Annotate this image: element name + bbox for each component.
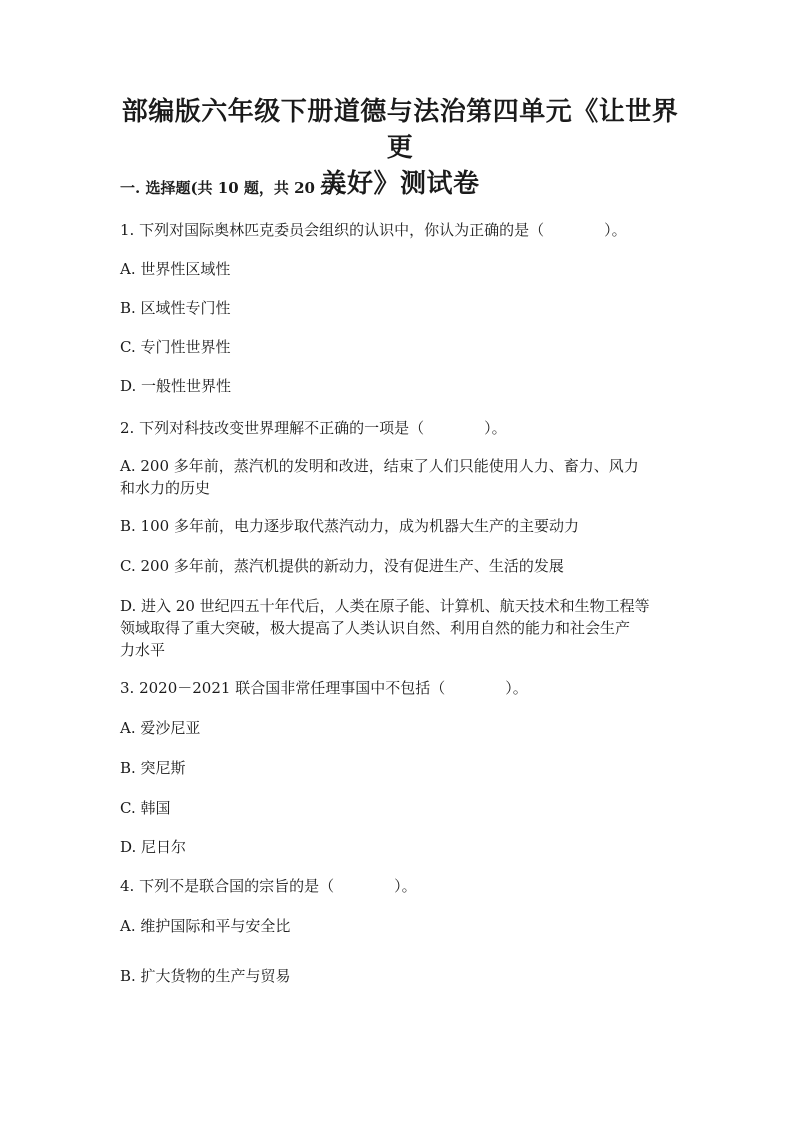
question-4-stem: 4. 下列不是联合国的宗旨的是（ ）。 <box>120 877 417 895</box>
question-1-option-c: C. 专门性世界性 <box>120 338 231 356</box>
question-3-option-b: B. 突尼斯 <box>120 759 186 777</box>
question-2-stem: 2. 下列对科技改变世界理解不正确的一项是（ ）。 <box>120 419 507 437</box>
question-2-option-d-cont-2: 力水平 <box>120 641 166 659</box>
question-3-stem: 3. 2020－2021 联合国非常任理事国中不包括（ ）。 <box>120 679 528 697</box>
title-line-2: 美好》测试卷 <box>320 169 480 199</box>
question-2-option-c: C. 200 多年前，蒸汽机提供的新动力，没有促进生产、生活的发展 <box>120 557 564 575</box>
question-2-option-a: A. 200 多年前，蒸汽机的发明和改进，结束了人们只能使用人力、畜力、风力 <box>120 457 639 475</box>
question-4-option-b: B. 扩大货物的生产与贸易 <box>120 967 291 985</box>
question-1-stem: 1. 下列对国际奥林匹克委员会组织的认识中，你认为正确的是（ ）。 <box>120 221 627 239</box>
title-line-1: 部编版六年级下册道德与法治第四单元《让世界更 <box>121 97 679 163</box>
question-2-option-d: D. 进入 20 世纪四五十年代后，人类在原子能、计算机、航天技术和生物工程等 <box>120 597 650 615</box>
question-4-option-a: A. 维护国际和平与安全比 <box>120 917 291 935</box>
question-1-option-d: D. 一般性世界性 <box>120 377 232 395</box>
question-3-option-d: D. 尼日尔 <box>120 838 187 856</box>
question-2-option-a-cont: 和水力的历史 <box>120 479 211 497</box>
question-1-option-b: B. 区域性专门性 <box>120 299 231 317</box>
section-heading: 一. 选择题(共 10 题，共 20 分) <box>120 179 343 197</box>
question-1-option-a: A. 世界性区域性 <box>120 260 231 278</box>
question-2-option-d-cont: 领域取得了重大突破，极大提高了人类认识自然、利用自然的能力和社会生产 <box>120 619 631 637</box>
question-3-option-a: A. 爱沙尼亚 <box>120 719 201 737</box>
question-3-option-c: C. 韩国 <box>120 799 171 817</box>
question-2-option-b: B. 100 多年前，电力逐步取代蒸汽动力，成为机器大生产的主要动力 <box>120 517 579 535</box>
